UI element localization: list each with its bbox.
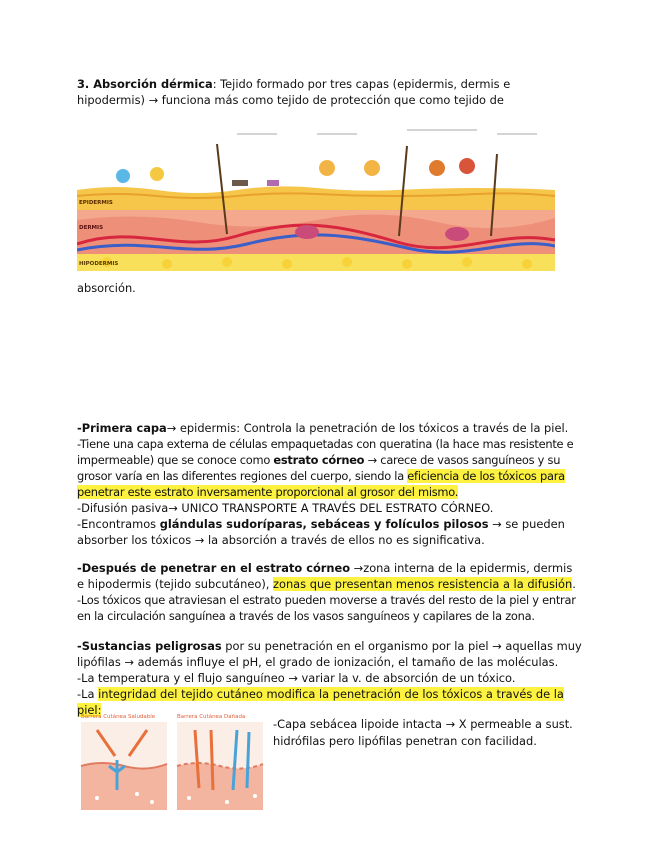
skin-layers-illustration [77, 124, 555, 271]
block2-line2: -Los tóxicos que atraviesan el estrato pueden moverse a través del resto de la piel y entrar en la circulación sanguínea a través de los vasos sanguíneos y capilares de la zona. [77, 593, 576, 623]
block1-line4-bold: glándulas sudoríparas, sebáceas y folículos pilosos [159, 517, 489, 531]
healthy-barrier-title: Barrera Cutánea Saludable [81, 714, 156, 720]
section-intro-text: : Tejido formado por tres capas (epidermis, dermis e hipodermis) → funciona más como tejido de protección que como tejido de [77, 77, 511, 107]
block2-line1 [77, 560, 582, 592]
block1-line2-bold: estrato córneo [273, 453, 365, 467]
block2-line1-rest: →zona interna de la epidermis, dermis e hipodermis (tejido subcutáneo), [77, 561, 573, 591]
block1-line1-bold: -Primera capa [77, 421, 167, 435]
section-intro-continuation [77, 280, 582, 296]
dermis-label: DERMIS [79, 225, 104, 231]
section-intro [77, 76, 547, 108]
barrier-caption [273, 716, 583, 750]
block1-line4 [77, 516, 582, 548]
absorption-word: absorción. [77, 281, 136, 295]
block-sustancias-peligrosas [77, 638, 582, 718]
block3-line2: -La temperatura y el flujo sanguíneo → variar la v. de absorción de un tóxico. [77, 671, 516, 685]
block1-highlight: eficiencia de los tóxicos para penetrar este estrato inversamente proporcional al grosor del mismo. [77, 469, 565, 499]
block1-line1 [77, 420, 582, 436]
block3-highlight: integridad del tejido cutáneo modifica la penetración de los tóxicos a través de la piel: [77, 687, 564, 717]
skin-barrier-illustration [77, 710, 267, 812]
block2-highlight: zonas que presentan menos resistencia a la difusión [273, 577, 573, 591]
epidermis-label: EPIDERMIS [79, 200, 113, 206]
block1-line4-pre: -Encontramos [77, 517, 160, 531]
block3-line1-bold: -Sustancias peligrosas [77, 639, 222, 653]
block1-line2-pre: -Tiene una capa externa de células empaquetadas con queratina (la hace mas resistente e impermeable) que se conoce como [77, 437, 574, 467]
hipodermis-label: HIPODERMIS [79, 261, 119, 267]
skin-barrier-figure [77, 710, 267, 812]
block2-line1-bold: -Después de penetrar en el estrato córneo [77, 561, 351, 575]
block1-line1-rest: → epidermis: Controla la penetración de los tóxicos a través de la piel. [166, 421, 569, 435]
block3-line1-rest: por su penetración en el organismo por la piel → aquellas muy lipófilas → además influye el pH, el grado de ionización, el tamaño de las moléculas. [77, 639, 582, 669]
block-primera-capa [77, 420, 582, 548]
block1-line2-post: → carece de vasos sanguíneos y su grosor varía en las diferentes regiones del cuerpo, siendo la [77, 453, 561, 483]
block3-line1 [77, 638, 582, 670]
block1-line2 [77, 436, 582, 500]
damaged-barrier-title: Barrera Cutánea Dañada [177, 714, 246, 720]
barrier-caption-text: -Capa sebácea lipoide intacta → X permeable a sust. hidrófilas pero lipófilas penetran con facilidad. [273, 717, 573, 748]
skin-layers-figure [77, 124, 555, 271]
block1-line4-post: → se pueden absorber los tóxicos → la absorción a través de ellos no es significativa. [77, 517, 565, 547]
block2-line1-end: . [572, 577, 576, 591]
block-estrato-corneo [77, 560, 582, 624]
block3-line3-pre: -La [77, 687, 99, 701]
section-heading: 3. Absorción dérmica [77, 77, 213, 91]
block1-line3: -Difusión pasiva→ UNICO TRANSPORTE A TRAVÉS DEL ESTRATO CÓRNEO. [77, 501, 494, 515]
